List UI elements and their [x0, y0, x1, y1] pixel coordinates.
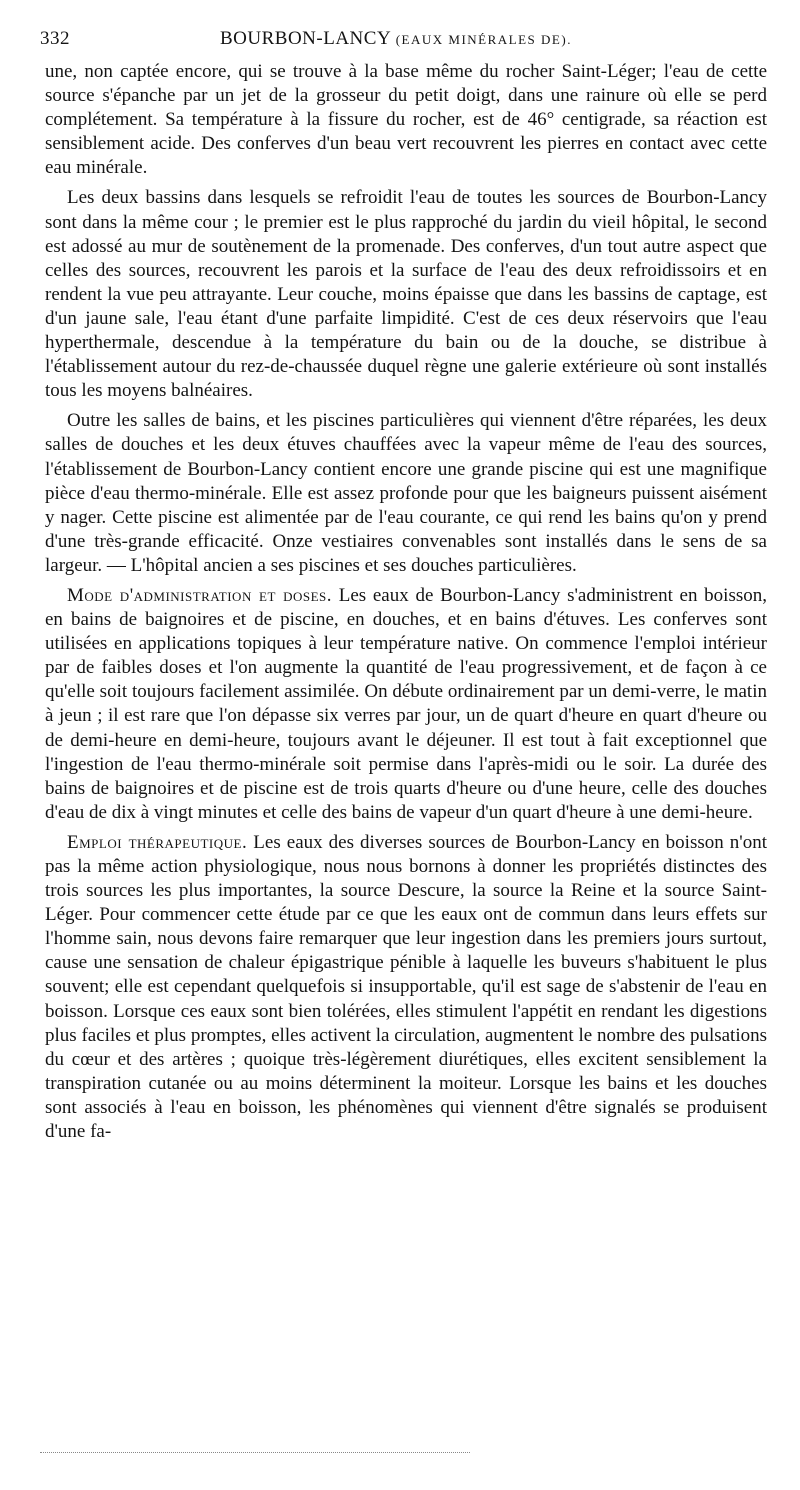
- paragraph-cooling-basins: Les deux bassins dans lesquels se refroidit l'eau de toutes les sources de Bourbon-Lancy sont dans la même cour ; le premier est le plus rapproché du jardin du vieil hôpital, le second est adossé au mur de soutènement de la promenade. Des conferves, d'un tout autre aspect que celles des sources, recouvrent les parois et la surface de l'eau des deux refroidissoirs et en rendent la vue peu attrayante. Leur couche, moins épaisse que dans les bassins de captage, est d'un jaune sale, l'eau étant d'une parfaite limpidité. C'est de ces deux réservoirs que l'eau hyperthermale, descendue à la température du bain ou de la douche, se distribue à l'établissement autour du rez-de-chaussée duquel règne une galerie extérieure où sont installés tous les moyens balnéaires.: [45, 187, 767, 402]
- running-head: [220, 28, 572, 50]
- paragraph-establishment: Outre les salles de bains, et les piscines particulières qui viennent d'être réparées, les deux salles de douches et les deux étuves chauffées avec la vapeur même de l'eau des sources, l'établissement de Bourbon-Lancy contient encore une grande piscine qui est une magnifique pièce d'eau thermo-minérale. Elle est assez profonde pour que les baigneurs puissent aisément y nager. Cette piscine est alimentée par de l'eau courante, ce qui rend les bains qu'on y prend d'une très-grande efficacité. Onze vestiaires convenables sont installés dans le sens de sa largeur. — L'hôpital ancien a ses piscines et ses douches particulières.: [45, 410, 767, 576]
- paragraph-administration-text: Les eaux de Bourbon-Lancy s'administrent en boisson, en bains de baignoires et de piscine, en douches, et en bains d'étuves. Les conferves sont utilisées en applications topiques à leur température native. On commence l'emploi intérieur par de faibles doses et l'on augmente la quantité de l'eau progressivement, et de façon à ce qu'elle soit toujours facilement assimilée. On débute ordinairement par un demi-verre, le matin à jeun ; il est rare que l'on dépasse six verres par jour, un de quart d'heure en quart d'heure ou de demi-heure en demi-heure, toujours avant le déjeuner. Il est tout à fait exceptionnel que l'ingestion de l'eau thermo-minérale soit permise dans l'après-midi ou le soir. La durée des bains de baignoires et de piscine est de trois quarts d'heure ou d'une heure, celle des douches d'eau de dix à vingt minutes et celle des bains de vapeur d'un quart d'heure à une demi-heure.: [45, 584, 768, 823]
- body-text: [45, 60, 767, 1150]
- page-header: [40, 28, 770, 58]
- paragraph-therapeutic: [45, 831, 767, 1144]
- running-head-subtitle: (EAUX MINÉRALES DE).: [395, 32, 572, 47]
- paragraph-continuation: une, non captée encore, qui se trouve à la base même du rocher Saint-Léger; l'eau de cette source s'épanche par un jet de la grosseur du petit doigt, dans une rainure où elle se perd complétement. Sa température à la fissure du rocher, est de 46° centigrade, sa réaction est sensiblement acide. Des conferves d'un beau vert recouvrent les pierres en contact avec cette eau minérale.: [45, 61, 767, 179]
- running-head-title: BOURBON-LANCY: [220, 28, 391, 49]
- footer-rule: [40, 1452, 470, 1453]
- paragraph-administration: [45, 584, 767, 825]
- section-heading-therapeutic: Emploi thérapeutique.: [67, 831, 248, 853]
- section-heading-administration: Mode d'administration et doses.: [67, 584, 333, 606]
- paragraph-therapeutic-text: Les eaux des diverses sources de Bourbon-Lancy en boisson n'ont pas la même action physiologique, nous nous bornons à donner les propriétés distinctes des trois sources les plus importantes, la source Descure, la source la Reine et la source Saint-Léger. Pour commencer cette étude par ce que les eaux ont de commun dans leurs effets sur l'homme sain, nous devons faire remarquer que leur ingestion dans les premiers jours surtout, cause une sensation de chaleur épigastrique pénible à laquelle les buveurs s'habituent le plus souvent; elle est cependant quelquefois si insupportable, qu'il est sage de s'abstenir de l'eau en boisson. Lorsque ces eaux sont bien tolérées, elles stimulent l'appétit en rendant les digestions plus faciles et plus promptes, elles activent la circulation, augmentent le nombre des pulsations du cœur et des artères ; quoique très-légèrement diurétiques, elles excitent sensiblement la transpiration cutanée ou au moins déterminent la moiteur. Lorsque les bains et les douches sont associés à l'eau en boisson, les phénomènes qui viennent d'être signalés se produisent d'une fa-: [45, 831, 767, 1143]
- page-number: 332: [40, 28, 70, 49]
